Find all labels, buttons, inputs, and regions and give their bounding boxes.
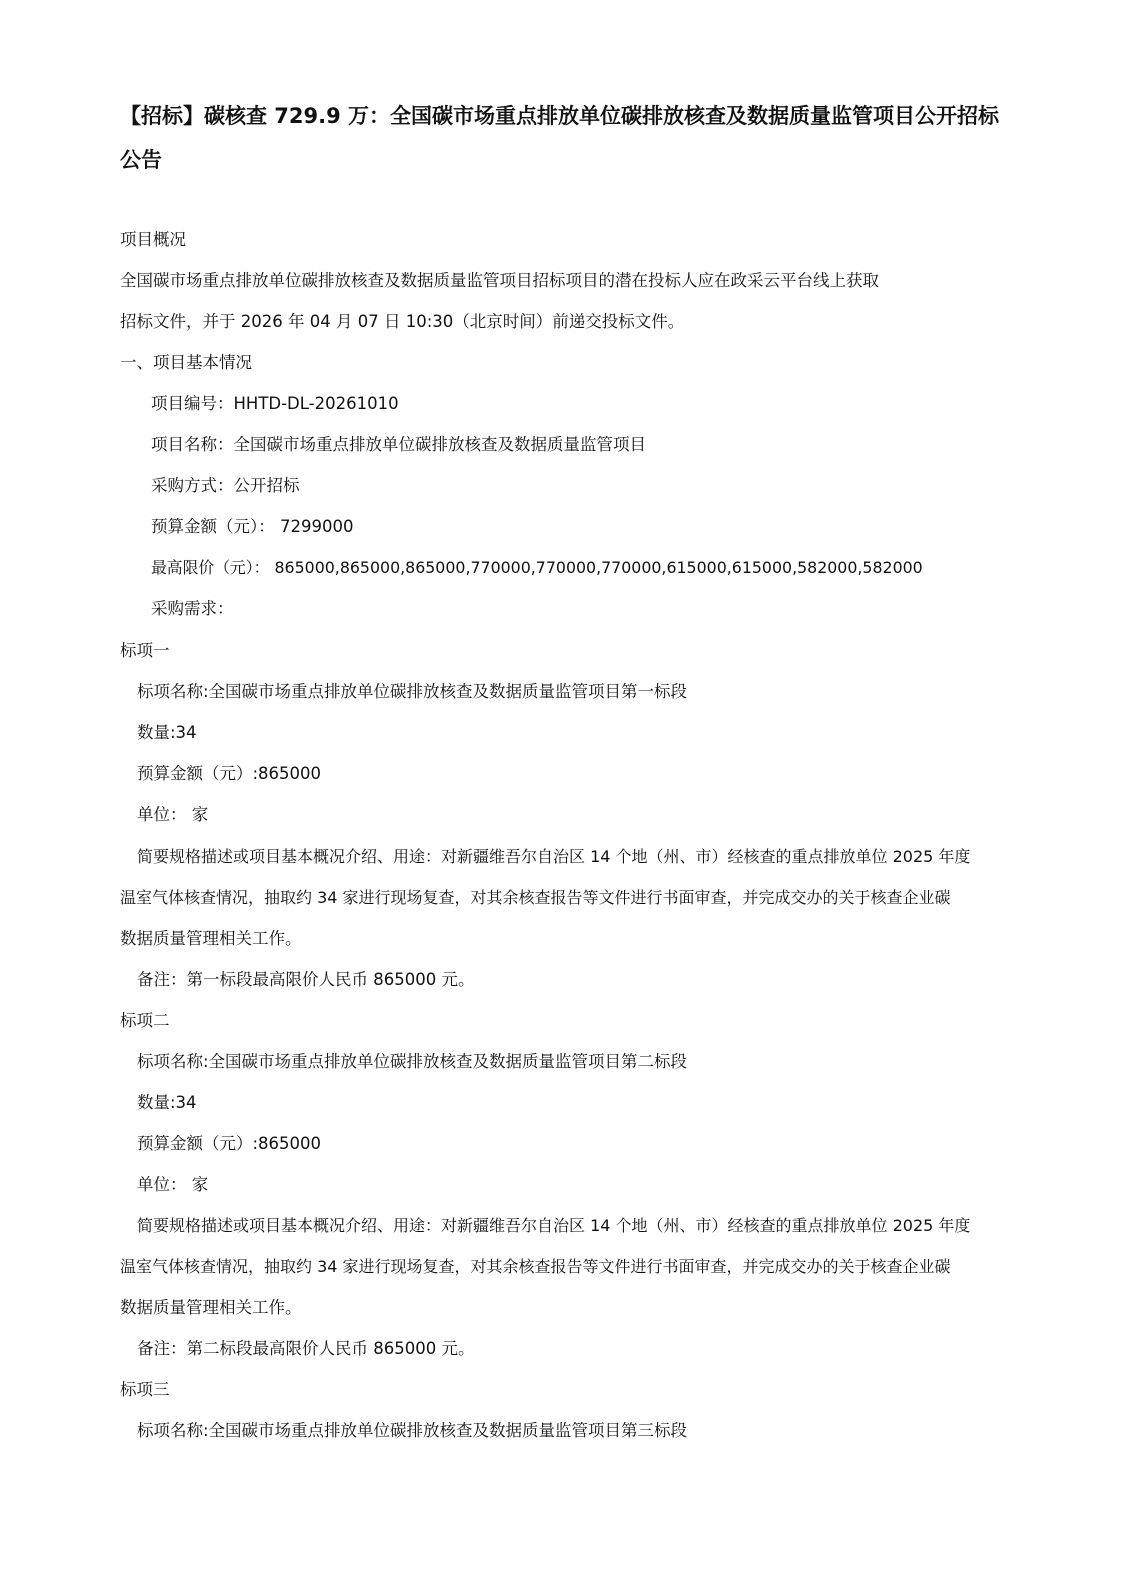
- procurement-requirement: 采购需求：: [151, 599, 234, 618]
- lot-description-line: 温室气体核查情况，抽取约 34 家进行现场复查，对其余核查报告等文件进行书面审查，并完成交办的关于核查企业碳: [120, 1257, 951, 1276]
- lot-note: 备注：第二标段最高限价人民币 865000 元。: [137, 1339, 475, 1358]
- lot-name: 标项名称:全国碳市场重点排放单位碳排放核查及数据质量监管项目第三标段: [137, 1421, 688, 1440]
- project-name: 项目名称：全国碳市场重点排放单位碳排放核查及数据质量监管项目: [151, 435, 646, 454]
- lot-name: 标项名称:全国碳市场重点排放单位碳排放核查及数据质量监管项目第一标段: [137, 682, 688, 701]
- procurement-method: 采购方式：公开招标: [151, 476, 300, 495]
- budget-amount: 预算金额（元）： 7299000: [151, 517, 354, 536]
- lot-description-line: 简要规格描述或项目基本概况介绍、用途：对新疆维吾尔自治区 14 个地（州、市）经核查的重点排放单位 2025 年度: [137, 1216, 971, 1235]
- lot-quantity: 数量:34: [137, 723, 197, 742]
- lot-description-line: 简要规格描述或项目基本概况介绍、用途：对新疆维吾尔自治区 14 个地（州、市）经核查的重点排放单位 2025 年度: [137, 847, 971, 866]
- lot-description-line: 温室气体核查情况，抽取约 34 家进行现场复查，对其余核查报告等文件进行书面审查，并完成交办的关于核查企业碳: [120, 888, 951, 907]
- lot-unit: 单位： 家: [137, 805, 209, 824]
- project-number: 项目编号：HHTD-DL-20261010: [151, 394, 399, 413]
- lot-quantity: 数量:34: [137, 1093, 197, 1112]
- lot-description-line: 数据质量管理相关工作。: [120, 929, 302, 948]
- overview-text-line: 全国碳市场重点排放单位碳排放核查及数据质量监管项目招标项目的潜在投标人应在政采云平台线上获取: [120, 271, 879, 290]
- lot-name: 标项名称:全国碳市场重点排放单位碳排放核查及数据质量监管项目第二标段: [137, 1052, 688, 1071]
- lot-heading: 标项一: [120, 641, 170, 660]
- lot-note: 备注：第一标段最高限价人民币 865000 元。: [137, 970, 475, 989]
- lot-budget: 预算金额（元）:865000: [137, 764, 322, 783]
- overview-text-line: 招标文件，并于 2026 年 04 月 07 日 10:30（北京时间）前递交投标文件。: [120, 312, 685, 331]
- max-price: 最高限价（元）： 865000,865000,865000,770000,770000,770000,615000,615000,582000,582000: [151, 558, 923, 577]
- section-heading: 一、项目基本情况: [120, 353, 252, 372]
- lot-budget: 预算金额（元）:865000: [137, 1134, 322, 1153]
- page-title: 【招标】碳核查 729.9 万：全国碳市场重点排放单位碳排放核查及数据质量监管项目公开招标公告: [120, 104, 1000, 172]
- lot-unit: 单位： 家: [137, 1175, 209, 1194]
- overview-heading: 项目概况: [120, 230, 186, 249]
- lot-heading: 标项二: [120, 1011, 170, 1030]
- lot-description-line: 数据质量管理相关工作。: [120, 1298, 302, 1317]
- lot-heading: 标项三: [120, 1380, 170, 1399]
